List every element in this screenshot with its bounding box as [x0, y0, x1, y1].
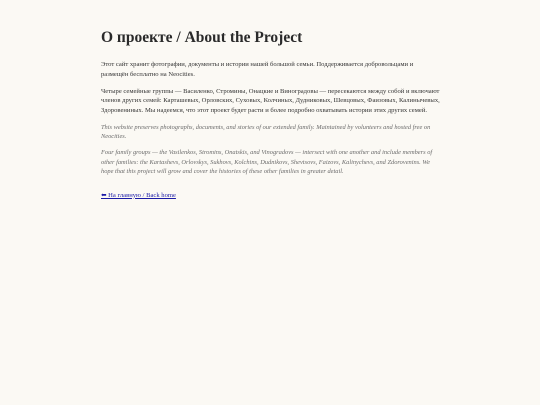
main-content — [101, 28, 441, 202]
ru-families-paragraph: Четыре семейные группы — Василенко, Стромины, Онацкие и Виноградовы — пересекаются между собой и включают членов других семей: Карташевых, Орловских, Суховых, Колчиных, Дудниковых, Шевцовых, Фаизовых, Калинычевых, Здоровениных. Мы надеемся, что этот проект будет расти и более подробно охватывать истории этих других семей. — [101, 87, 440, 114]
ru-intro-paragraph: Этот сайт хранит фотографии, документы и истории нашей большой семьи. Поддерживается добровольцами и размещён бесплатно на Neocities. — [101, 61, 414, 78]
en-families-paragraph: Four family groups — the Vasilenkos, Stromins, Onatskis, and Vinogradovs — intersect with one another and include members of other families: the Kartashevs, Orlovskys, Sukhovs, Kolchins, Dudnikovs, Shevtsovs, Faizovs, Kalinychevs, and Zdorovenins. We hope that this project will grow and cover the histories of these other families in greater detail. — [101, 149, 433, 176]
en-intro-paragraph: This website preserves photographs, documents, and stories of our extended family. Maintained by volunteers and hosted free on Neocities. — [101, 123, 431, 140]
back-home-link[interactable]: ⬅ На главную / Back home — [101, 191, 176, 199]
page-title: О проекте / About the Project — [101, 29, 303, 46]
